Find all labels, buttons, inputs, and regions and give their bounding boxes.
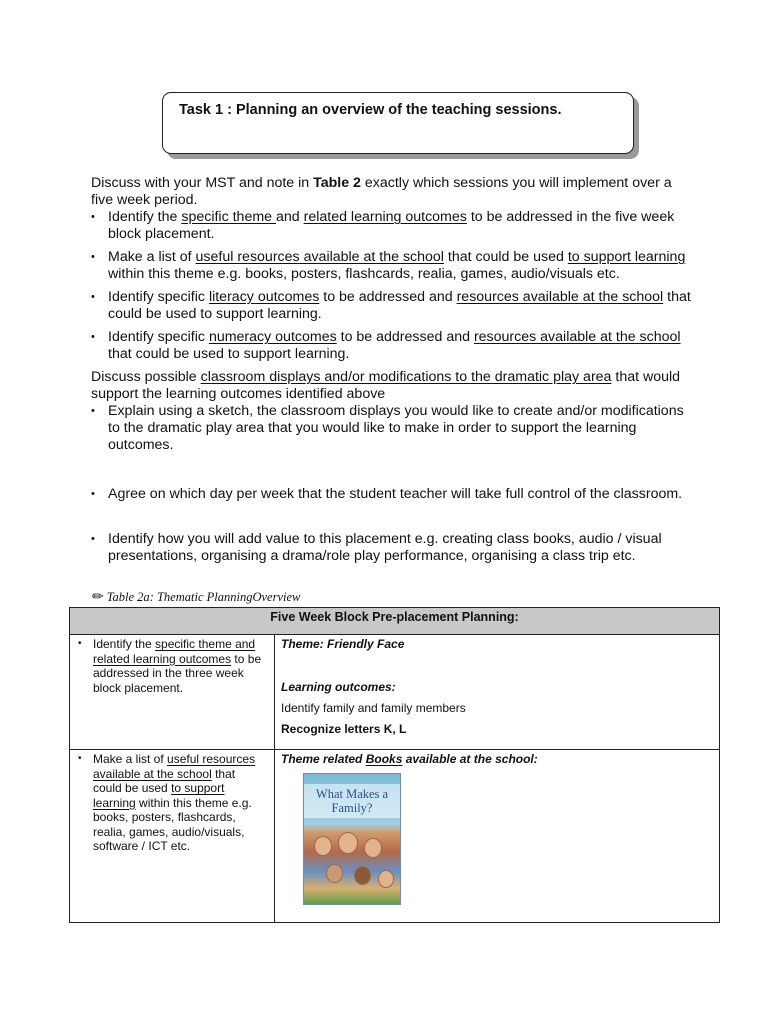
row2-left-cell: • Make a list of useful resources available at the school that could be used to support learning within this theme e.g. books, posters, flashcards, realia, games, audio/visuals, software / ICT etc.	[70, 750, 275, 923]
table-row	[70, 750, 720, 923]
list-item: • Explain using a sketch, the classroom displays you would like to create and/or modifications to the dramatic play area that you would like to make in order to support the learning outcomes.	[91, 403, 691, 454]
child-face	[314, 836, 332, 856]
outcome-item: Identify family and family members	[281, 701, 466, 715]
table-header: Five Week Block Pre-placement Planning:	[70, 608, 720, 635]
child-face	[378, 870, 394, 888]
child-face	[326, 864, 343, 883]
row1-left-cell: • Identify the specific theme and related learning outcomes to be addressed in the three week block placement.	[70, 635, 275, 750]
child-face	[354, 866, 371, 885]
child-face	[338, 832, 358, 854]
child-face	[364, 838, 382, 858]
list-item: • Identify specific literacy outcomes to be addressed and resources available at the school that could be used to support learning.	[91, 289, 691, 323]
table-caption: ✏ Table 2a: Thematic PlanningOverview	[92, 590, 301, 605]
intro-paragraph: Discuss with your MST and note in Table 2 exactly which sessions you will implement over a five week period.	[91, 175, 672, 208]
bullet-list-2	[91, 403, 691, 565]
book-title: What Makes a Family?	[304, 784, 400, 818]
list-item: • Agree on which day per week that the student teacher will take full control of the classroom.	[91, 486, 691, 503]
list-item: • Identify the specific theme and related learning outcomes to be addressed in the five week block placement.	[91, 209, 691, 243]
task-box	[162, 92, 634, 154]
pencil-icon: ✏	[92, 590, 104, 605]
task-title: Task 1 : Planning an overview of the teaching sessions.	[179, 102, 562, 118]
row1-right-cell	[275, 635, 720, 750]
outcome-item: Recognize letters K, L	[281, 722, 407, 736]
list-item: • Identify how you will add value to this placement e.g. creating class books, audio / visual presentations, organising a drama/role play performance, organising a class trip etc.	[91, 531, 691, 565]
books-label: Theme related Books available at the school:	[281, 752, 538, 766]
table-reference: Table 2	[313, 175, 361, 191]
theme-label: Theme: Friendly Face	[281, 637, 405, 651]
planning-table	[69, 607, 720, 923]
bullet-list-1	[91, 209, 691, 363]
discuss-paragraph: Discuss possible classroom displays and/or modifications to the dramatic play area that would support the learning outcomes identified above	[91, 369, 681, 402]
outcomes-label: Learning outcomes:	[281, 680, 396, 694]
book-cover-image	[303, 773, 401, 905]
instructions	[91, 175, 691, 565]
list-item: • Identify specific numeracy outcomes to be addressed and resources available at the school that could be used to support learning.	[91, 329, 691, 363]
row2-right-cell	[275, 750, 720, 923]
table-row	[70, 635, 720, 750]
list-item: • Make a list of useful resources available at the school that could be used to support learning within this theme e.g. books, posters, flashcards, realia, games, audio/visuals etc.	[91, 249, 691, 283]
